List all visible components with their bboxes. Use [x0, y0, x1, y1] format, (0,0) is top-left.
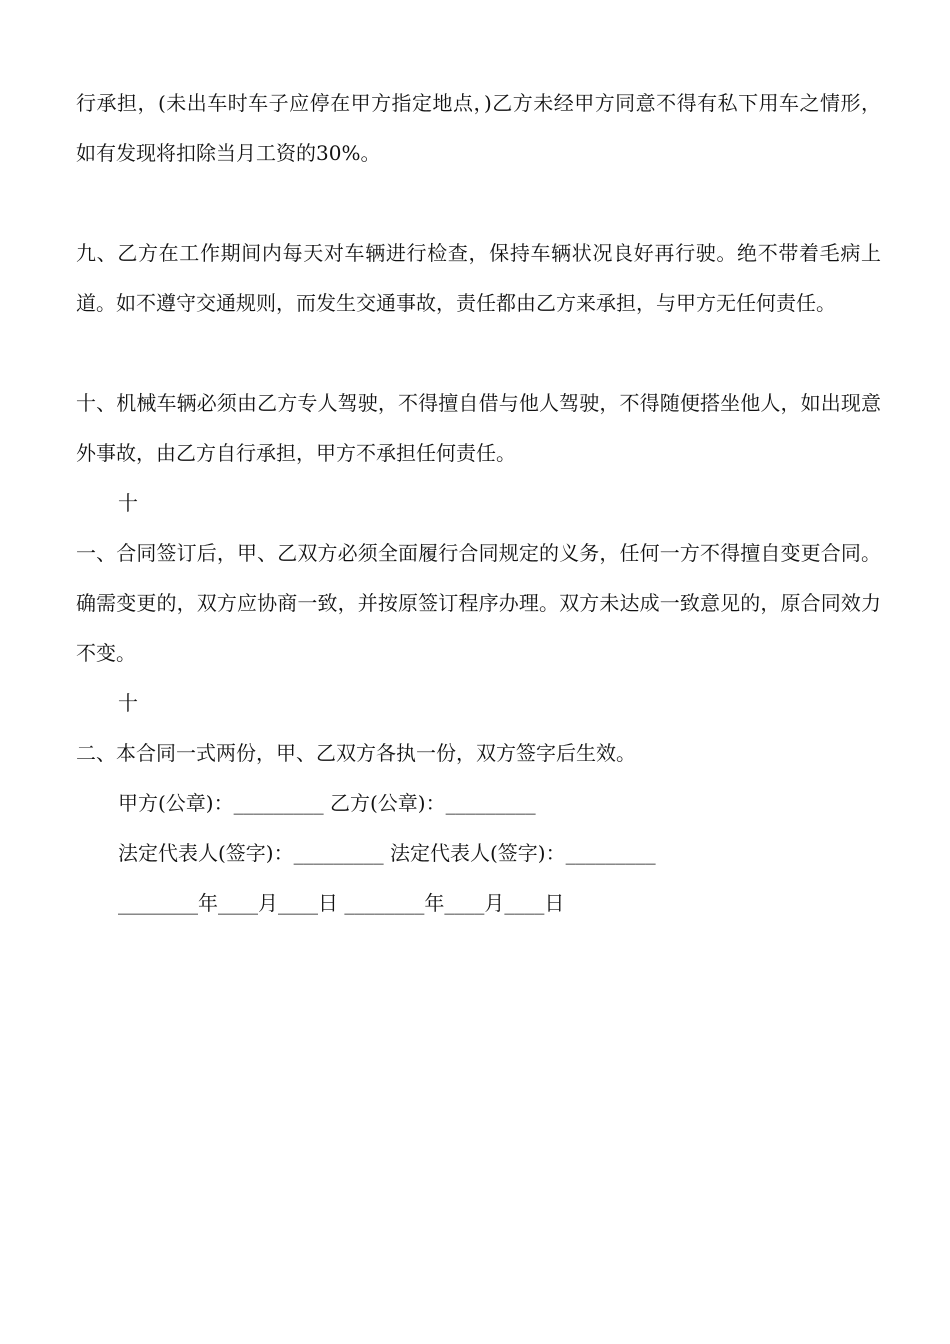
signature-seal-line: 甲方(公章)：_________ 乙方(公章)：_________ — [118, 791, 536, 815]
spacer — [76, 178, 881, 228]
signature-date-line: ________年____月____日 ________年____月____日 — [118, 891, 565, 915]
clause-12: 二、本合同一式两份，甲、乙双方各执一份，双方签字后生效。 — [76, 741, 636, 765]
clause-11: 一、合同签订后，甲、乙双方必须全面履行合同规定的义务，任何一方不得擅自变更合同。确需变更的，双方应协商一致，并按原签订程序办理。双方未达成一致意见的，原合同效力不变。 — [76, 541, 881, 665]
clause-10: 十、机械车辆必须由乙方专人驾驶，不得擅自借与他人驾驶，不得随便搭坐他人，如出现意外事故，由乙方自行承担，甲方不承担任何责任。 — [76, 391, 881, 465]
signature-representative-line: 法定代表人(签字)：_________ 法定代表人(签字)：_________ — [118, 841, 656, 865]
spacer — [76, 328, 881, 378]
clause-8-continuation: 行承担，(未出车时车子应停在甲方指定地点，)乙方未经甲方同意不得有私下用车之情形，如有发现将扣除当月工资的30%。 — [76, 91, 881, 165]
clause-12-label: 十 — [118, 691, 138, 715]
document-page — [76, 78, 881, 928]
clause-11-label: 十 — [118, 491, 138, 515]
clause-9: 九、乙方在工作期间内每天对车辆进行检查，保持车辆状况良好再行驶。绝不带着毛病上道。如不遵守交通规则，而发生交通事故，责任都由乙方来承担，与甲方无任何责任。 — [76, 241, 881, 315]
